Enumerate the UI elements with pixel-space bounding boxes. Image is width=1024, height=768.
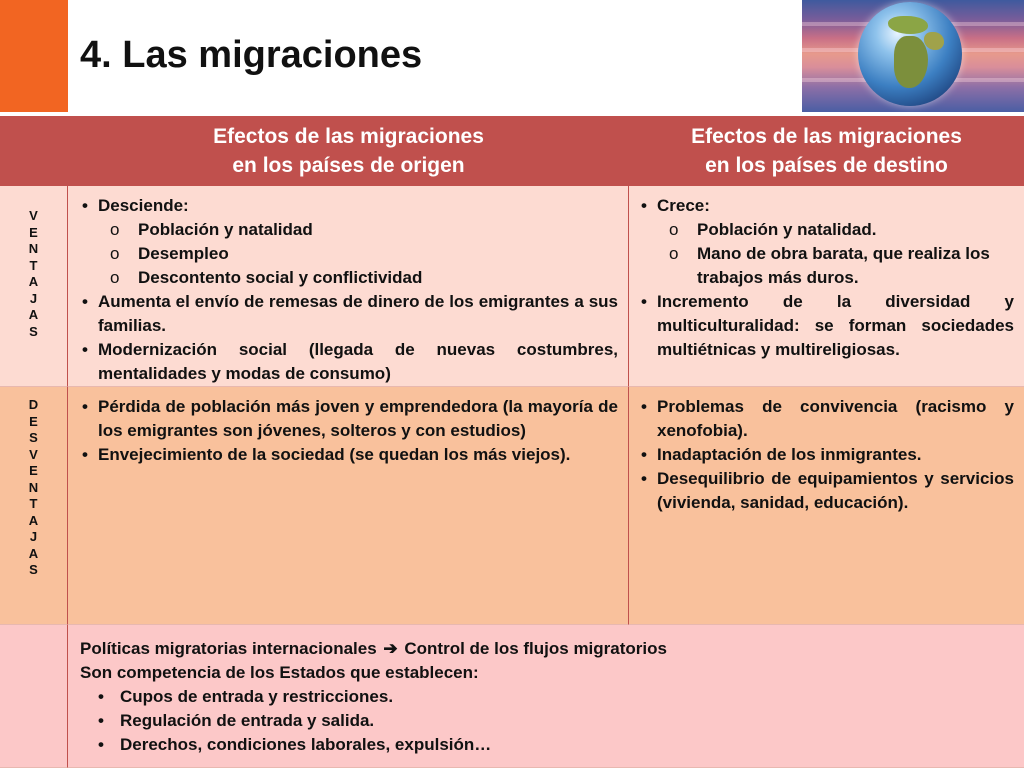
list-item: • Desciende: <box>82 194 618 218</box>
list-item: • Cupos de entrada y restricciones. <box>80 685 1014 709</box>
header-destination-line2: en los países de destino <box>705 154 948 177</box>
ventajas-label-cell <box>0 186 68 387</box>
ventajas-label: V E N T A J A S <box>28 208 39 339</box>
sub-list-item: o Mano de obra barata, que realiza los trabajos más duros. <box>641 242 1014 290</box>
sub-list-item: o Desempleo <box>82 242 618 266</box>
politicas-label-cell <box>0 625 68 768</box>
list-item: • Crece: <box>641 194 1014 218</box>
politicas-heading: Políticas migratorias internacionales ➔ Control de los flujos migratorios <box>80 637 1014 661</box>
header-origin <box>68 116 629 186</box>
list-item: • Desequilibrio de equipamientos y servicios (vivienda, sanidad, educación). <box>641 467 1014 515</box>
list-item: • Problemas de convivencia (racismo y xenofobia). <box>641 395 1014 443</box>
desventajas-label-cell <box>0 387 68 625</box>
list-item: • Inadaptación de los inmigrantes. <box>641 443 1014 467</box>
list-item: • Pérdida de población más joven y emprendedora (la mayoría de los emigrantes son jóvenes, solteros y con estudios) <box>82 395 618 443</box>
list-item: • Regulación de entrada y salida. <box>80 709 1014 733</box>
page-title: 4. Las migraciones <box>80 34 423 76</box>
politicas-subheading: Son competencia de los Estados que establecen: <box>80 663 479 682</box>
header-empty-cell <box>0 116 68 186</box>
header-origin-line2: en los países de origen <box>232 154 465 177</box>
ventajas-origin-cell <box>68 186 629 387</box>
arrow-right-icon: ➔ <box>383 639 398 658</box>
list-item: • Derechos, condiciones laborales, expulsión… <box>80 733 1014 757</box>
globe-icon <box>858 2 962 106</box>
list-item: • Modernización social (llegada de nuevas costumbres, mentalidades y modas de consumo) <box>82 338 618 386</box>
desventajas-origin-cell <box>68 387 629 625</box>
header-destination <box>629 116 1024 186</box>
desventajas-destination-cell <box>629 387 1024 625</box>
orange-accent-bar <box>0 0 68 112</box>
header-origin-line1: Efectos de las migraciones <box>213 125 484 148</box>
list-item: • Incremento de la diversidad y multiculturalidad: se forman sociedades multiétnicas y multireligiosas. <box>641 290 1014 362</box>
sub-list-item: o Descontento social y conflictividad <box>82 266 618 290</box>
list-item: • Aumenta el envío de remesas de dinero de los emigrantes a sus familias. <box>82 290 618 338</box>
sub-list-item: o Población y natalidad <box>82 218 618 242</box>
list-item: • Envejecimiento de la sociedad (se quedan los más viejos). <box>82 443 618 467</box>
header-destination-line1: Efectos de las migraciones <box>691 125 962 148</box>
globe-image <box>802 0 1024 112</box>
desventajas-label: D E S V E N T A J A S <box>28 397 39 577</box>
sub-list-item: o Población y natalidad. <box>641 218 1014 242</box>
migration-effects-table <box>0 116 1024 768</box>
ventajas-destination-cell <box>629 186 1024 387</box>
politicas-cell <box>68 625 1024 768</box>
